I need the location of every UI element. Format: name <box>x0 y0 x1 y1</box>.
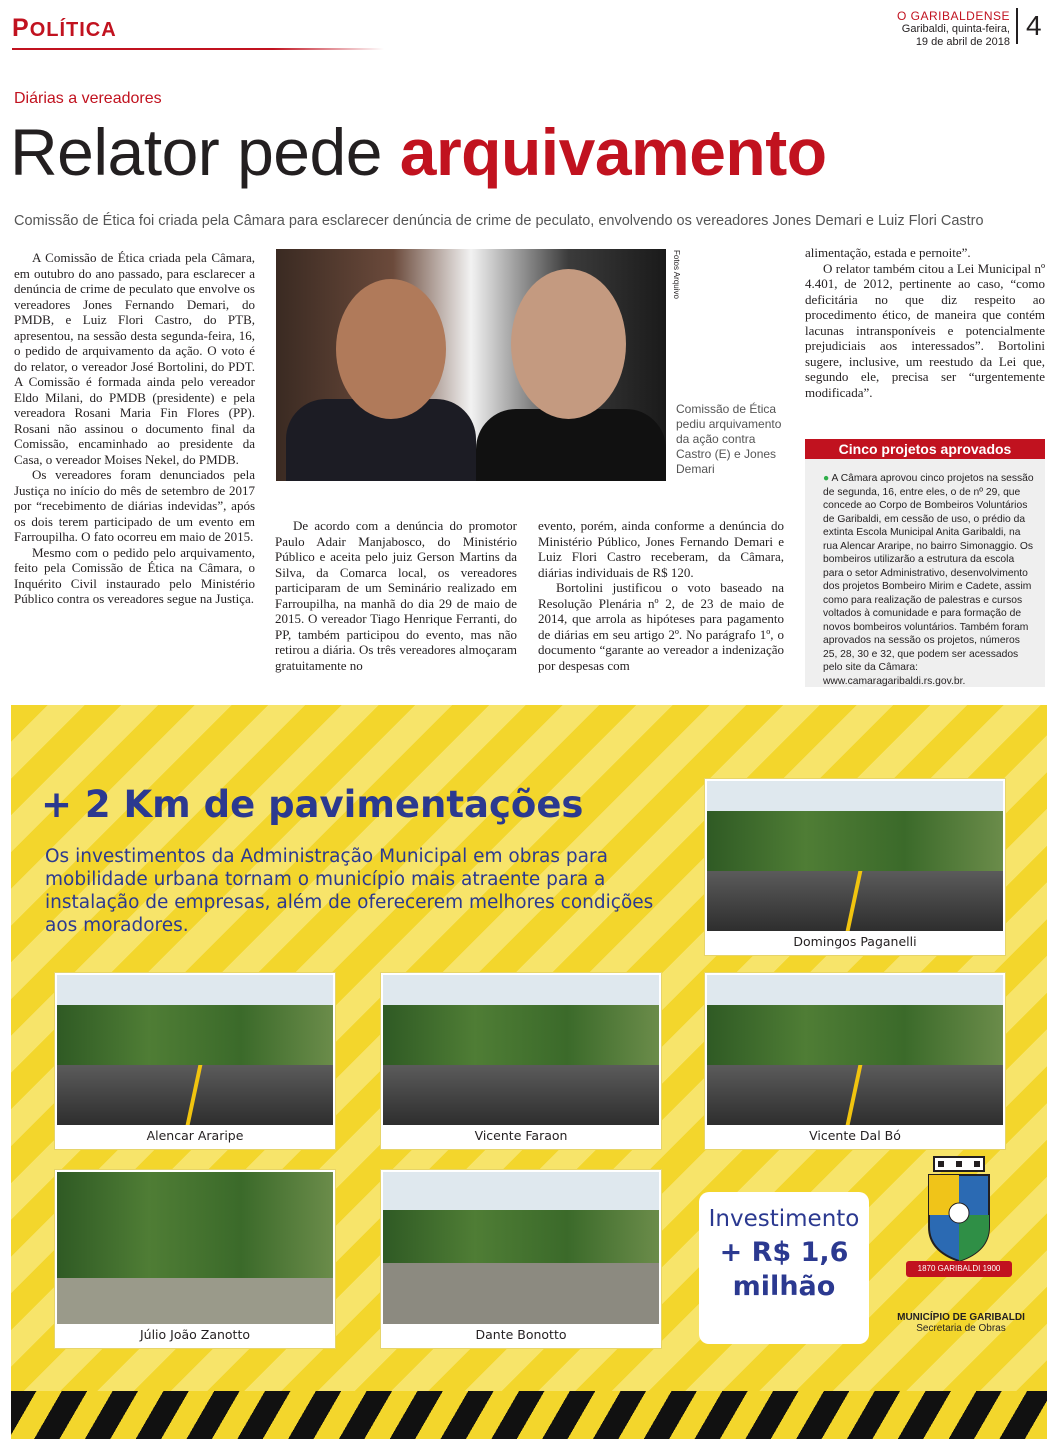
municipality-name: MUNICÍPIO DE GARIBALDI <box>897 1312 1025 1323</box>
section-title-initial: P <box>12 14 30 42</box>
article-column-2 <box>275 518 517 673</box>
street-photo <box>383 975 659 1125</box>
sidebox-title: Cinco projetos aprovados <box>805 439 1045 459</box>
photo-label: Júlio João Zanotto <box>57 1324 333 1346</box>
date-line-2: 19 de abril de 2018 <box>915 36 1010 48</box>
street-photo <box>57 1172 333 1324</box>
photo-card <box>55 973 335 1149</box>
street-photo <box>57 975 333 1125</box>
article-column-1 <box>14 250 255 607</box>
department-name: Secretaria de Obras <box>916 1323 1006 1334</box>
headline-bold: arquivamento <box>399 115 827 189</box>
photo-face-left <box>336 279 446 419</box>
advertisement <box>11 705 1047 1439</box>
sidebox-body: A Câmara aprovou cinco projetos na sessão de segunda, 16, entre eles, o de nº 29, que concede ao Corpo de Bombeiros Voluntários de Garibaldi, em cessão de uso, o prédio da extinta Escola Municipal Anita Garibaldi, na rua Alencar Araripe, no bairro Simonaggio. Os bombeiros utilizarão a estrutura da escola para o setor Administrativo, desenvolvimento dos projetos Bombeiro Mirim e Cadete, assim como para realização de palestras e cursos voltados à comunidade e para formação de novos bombeiros voluntários. Também foram aprovados na sessão os projetos, números 25, 28, 30 e 32, que podem ser acessados pelo site da Câmara: www.camaragaribaldi.rs.gov.br. <box>823 473 1034 687</box>
photo-label: Vicente Dal Bó <box>707 1125 1003 1147</box>
article-photo <box>276 249 666 481</box>
paragraph: alimentação, estada e pernoite”. <box>805 245 971 260</box>
investment-label: Investimento <box>708 1206 860 1232</box>
page-number: 4 <box>1016 8 1042 44</box>
photo-figure-right <box>476 409 666 481</box>
crest-ribbon <box>906 1261 1012 1277</box>
paper-info <box>897 10 1010 49</box>
date-line-1: Garibaldi, quinta-feira, <box>901 23 1010 35</box>
street-photo <box>707 781 1003 931</box>
paragraph: Os vereadores foram denunciados pela Justiça no início do mês de setembro de 2017 por “recebimento de diárias indevidas”, após os dois terem participado de um evento em Farroupilha. O fato ocorreu em maio de 2015. <box>14 467 255 544</box>
article-column-3 <box>538 518 784 673</box>
photo-label: Alencar Araripe <box>57 1125 333 1147</box>
hazard-stripe <box>11 1391 1047 1439</box>
ad-subtitle: Os investimentos da Administração Municipal em obras para mobilidade urbana tornam o município mais atraente para a instalação de empresas, além de oferecerem melhores condições aos moradores. <box>45 846 654 936</box>
headline-plain: Relator pede <box>10 115 400 189</box>
photo-card <box>55 1170 335 1348</box>
photo-label: Dante Bonotto <box>383 1324 659 1346</box>
kicker: Diárias a vereadores <box>14 90 162 107</box>
paragraph: evento, porém, ainda conforme a denúncia do Ministério Público, Jones Fernando Demari e Luiz Flori Castro receberam, da Câmara, diárias individuais de R$ 120. <box>538 518 784 580</box>
ad-title: + 2 Km de pavimentações <box>41 783 584 826</box>
article-column-4 <box>805 245 1045 400</box>
crest-year-right: 1900 <box>982 1264 1001 1273</box>
photo-label: Domingos Paganelli <box>707 931 1003 953</box>
paragraph: De acordo com a denúncia do promotor Paulo Adair Manjabosco, do Ministério Público e aceita pelo juiz Gerson Martins da Silva, da Comarca local, os vereadores participaram de um Seminário realizado em Farroupilha, na manhã do dia 29 de maio de 2015. O vereador Tiago Henrique Ferranti, do PP, também participou do evento, mas não retirou a diária. Os três vereadores almoçaram gratuitamente no <box>275 518 517 673</box>
municipal-crest-icon <box>916 1155 1002 1275</box>
bullet-icon: ● <box>823 473 830 484</box>
photo-card <box>381 973 661 1149</box>
photo-credit: Fotos Arquivo <box>672 250 681 299</box>
crest-name: GARIBALDI <box>937 1264 981 1273</box>
lede: Comissão de Ética foi criada pela Câmara para esclarecer denúncia de crime de peculato, envolvendo os vereadores Jones Demari e Luiz Flori Castro <box>14 213 984 229</box>
investment-value: + R$ 1,6 milhão <box>719 1237 849 1302</box>
paragraph: Bortolini justificou o voto baseado na Resolução Plenária nº 2, de 23 de maio de 2014, que arrola as hipóteses para pagamento de diárias em seu artigo 2º. No parágrafo 1º, o documento “garante ao vereador a indenização por despesas com <box>538 580 784 673</box>
sidebox-text <box>823 472 1035 688</box>
photo-card <box>381 1170 661 1348</box>
header-rule <box>12 48 384 50</box>
photo-card <box>705 779 1005 955</box>
paragraph: Mesmo com o pedido pelo arquivamento, feito pela Comissão de Ética na Câmara, o Inquérito Civil instaurado pelo Ministério Público contra os vereadores segue na Justiça. <box>14 544 255 606</box>
crest-year-left: 1870 <box>917 1264 936 1273</box>
photo-caption: Comissão de Ética pediu arquivamento da ação contra Castro (E) e Jones Demari <box>676 402 782 476</box>
section-title <box>12 14 117 43</box>
paragraph: O relator também citou a Lei Municipal nº 4.401, de 2012, pertinente ao caso, “como deficitária no que diz respeito ao procedimento ético, de maneira que contém lacunas intransponíveis e potencialmente prejudiciais aos interessados”. Bortolini sugere, inclusive, um reestudo da Lei que, segundo ele, precisa ser “urgentemente modificada”. <box>805 260 1045 400</box>
paper-name: O GARIBALDENSE <box>896 9 1010 23</box>
street-photo <box>707 975 1003 1125</box>
investment-box <box>699 1192 869 1344</box>
photo-face-right <box>511 269 626 419</box>
headline <box>10 112 827 192</box>
section-title-rest: OLÍTICA <box>29 19 117 41</box>
paragraph: A Comissão de Ética criada pela Câmara, em outubro do ano passado, para esclarecer a denúncia de crime de peculato que envolve os vereadores Jones Fernando Demari, do PMDB, e Luiz Flori Castro, do PTB, apresentou, na sessão desta segunda-feira, 16, o pedido de arquivamento da ação. O voto é do relator, o vereador José Bortolini, do PDT. A Comissão é formada ainda pelo vereador Eldo Milani, do PMDB (presidente) e pela vereadora Rosani Maria Fin Flores (PP). Rosani não assinou o documento final da Comissão, encaminhado ao presidente da Casa, o vereador Moises Nekel, do PMDB. <box>14 250 255 467</box>
municipality-signature <box>881 1312 1041 1334</box>
photo-card <box>705 973 1005 1149</box>
photo-label: Vicente Faraon <box>383 1125 659 1147</box>
street-photo <box>383 1172 659 1324</box>
